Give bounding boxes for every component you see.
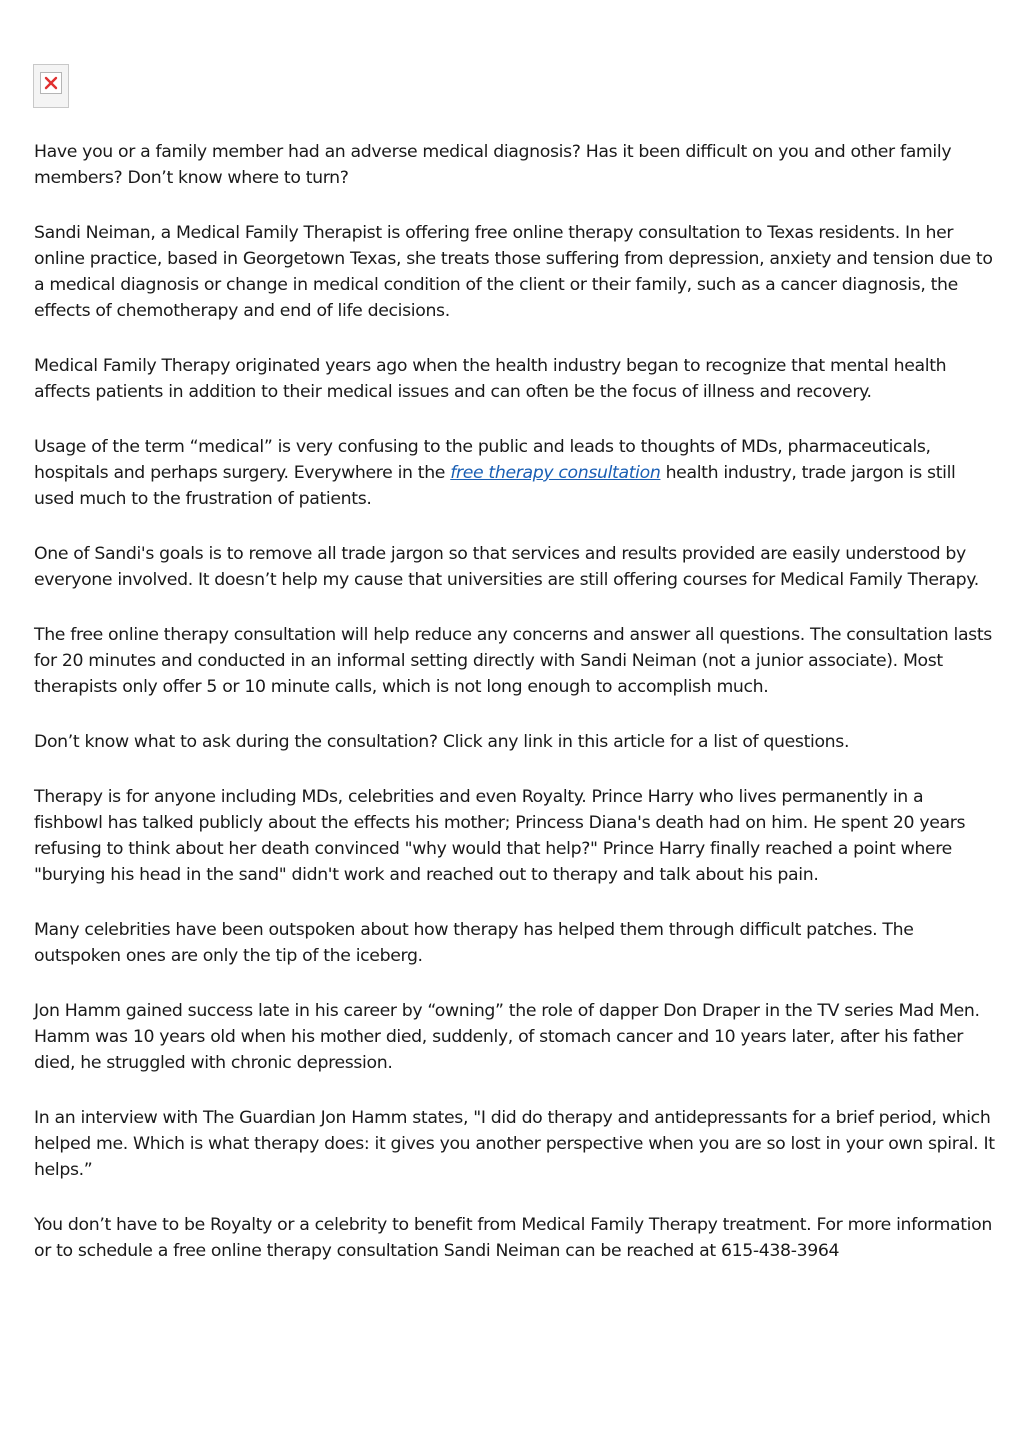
paragraph-royalty: Therapy is for anyone including MDs, celebrities and even Royalty. Prince Harry who lives permanently in a fishbowl has talked publicly about the effects his mother; Princess Diana's death had on him. He spent 20 years refusing to think about her death convinced "why would that help?" Prince Harry finally reached a point where "burying his head in the sand" didn't work and reached out to therapy and talk about his pain. [34, 787, 966, 885]
paragraph-intro: Have you or a family member had an adverse medical diagnosis? Has it been difficult on you and other family members? Don’t know where to turn? [34, 142, 952, 188]
paragraph-jon-hamm: Jon Hamm gained success late in his career by “owning” the role of dapper Don Draper in the TV series Mad Men. Hamm was 10 years old when his mother died, suddenly, of stomach cancer and 10 years later, after his father died, he struggled with chronic depression. [34, 1001, 980, 1073]
paragraph-text: Usage of the term “medical” is very confusing to the public and leads to thoughts of MDs, pharmaceuticals, hospitals and perhaps surgery. Everywhere in the [34, 437, 931, 483]
paragraph-questions: Don’t know what to ask during the consultation? Click any link in this article for a list of questions. [34, 732, 850, 752]
paragraph-medical-term [34, 434, 996, 512]
broken-image-frame [40, 72, 62, 94]
free-therapy-consultation-link[interactable]: free therapy consultation [450, 463, 661, 483]
paragraph-celebrities: Many celebrities have been outspoken about how therapy has helped them through difficult patches. The outspoken ones are only the tip of the iceberg. [34, 920, 914, 966]
article-body [34, 139, 996, 1293]
paragraph-consultation: The free online therapy consultation will help reduce any concerns and answer all questions. The consultation lasts for 20 minutes and conducted in an informal setting directly with Sandi Neiman (not a junior associate). Most therapists only offer 5 or 10 minute calls, which is not long enough to accomplish much. [34, 625, 992, 697]
red-x-icon [44, 76, 58, 90]
broken-image-icon [33, 64, 69, 108]
paragraph-text: health industry, trade jargon is still used much to the frustration of patients. [34, 463, 956, 509]
paragraph-origin: Medical Family Therapy originated years ago when the health industry began to recognize that mental health affects patients in addition to their medical issues and can often be the focus of illness and recovery. [34, 356, 947, 402]
paragraph-goals: One of Sandi's goals is to remove all trade jargon so that services and results provided are easily understood by everyone involved. It doesn’t help my cause that universities are still offering courses for Medical Family Therapy. [34, 544, 979, 590]
paragraph-contact: You don’t have to be Royalty or a celebrity to benefit from Medical Family Therapy treatment. For more information or to schedule a free online therapy consultation Sandi Neiman can be reached at 615-438-3964 [34, 1215, 992, 1261]
paragraph-sandi-neiman: Sandi Neiman, a Medical Family Therapist is offering free online therapy consultation to Texas residents. In her online practice, based in Georgetown Texas, she treats those suffering from depression, anxiety and tension due to a medical diagnosis or change in medical condition of the client or their family, such as a cancer diagnosis, the effects of chemotherapy and end of life decisions. [34, 223, 993, 321]
paragraph-guardian-quote: In an interview with The Guardian Jon Hamm states, "I did do therapy and antidepressants for a brief period, which helped me. Which is what therapy does: it gives you another perspective when you are so lost in your own spiral. It helps.” [34, 1108, 995, 1180]
